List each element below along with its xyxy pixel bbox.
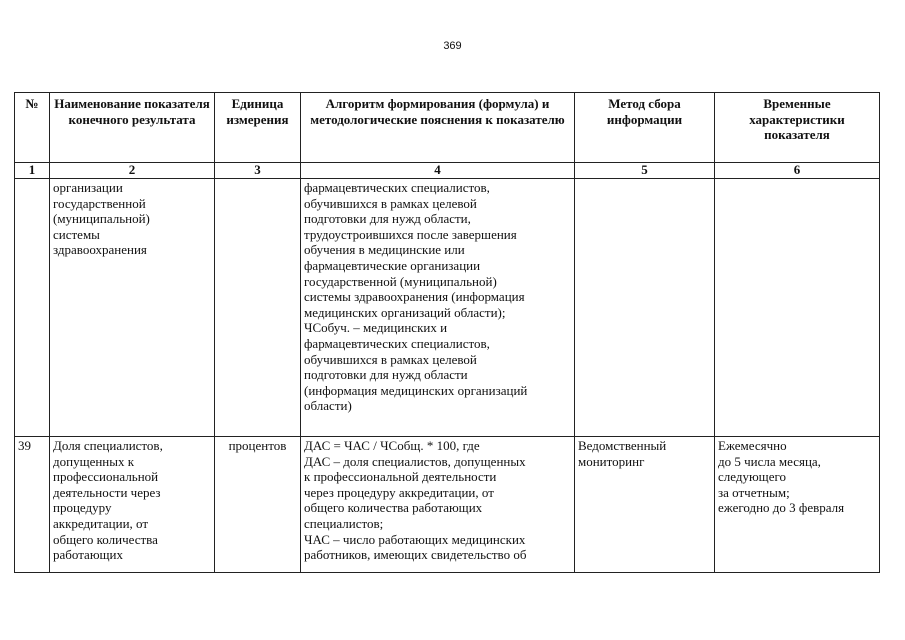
page-number: 369	[443, 40, 462, 52]
algorithm-cell: фармацевтических специалистов, обучившихся в рамках целевой подготовки для нужд области, трудоустроившихся после завершения обучения в медицинские или фармацевтические организации государственной (муниципальной) системы здравоохранения (информация медицинских организаций области); ЧСобуч. – медицинских и фармацевтических специалистов, обучившихся в рамках целевой подготовки для нужд области (информация медицинских организаций области)	[301, 179, 575, 437]
header-unit: Единица измерения	[215, 93, 301, 163]
table-row	[15, 179, 880, 437]
indicators-table	[14, 92, 880, 573]
indicator-name-cell: организации государственной (муниципальной) системы здравоохранения	[50, 179, 215, 437]
table-row	[15, 437, 880, 573]
column-number-1: 1	[15, 163, 50, 179]
column-number-3: 3	[215, 163, 301, 179]
row-number: 39	[15, 437, 50, 573]
unit-cell	[215, 179, 301, 437]
column-number-2: 2	[50, 163, 215, 179]
header-collection-method: Метод сбора информации	[575, 93, 715, 163]
header-indicator-name: Наименование показателя конечного результата	[50, 93, 215, 163]
header-time-characteristics: Временные характеристики показателя	[715, 93, 880, 163]
column-number-5: 5	[575, 163, 715, 179]
column-number-4: 4	[301, 163, 575, 179]
timing-cell: Ежемесячно до 5 числа месяца, следующего за отчетным; ежегодно до 3 февраля	[715, 437, 880, 573]
column-number-6: 6	[715, 163, 880, 179]
header-number: №	[15, 93, 50, 163]
unit-cell: процентов	[215, 437, 301, 573]
indicator-name-cell: Доля специалистов, допущенных к профессиональной деятельности через процедуру аккредитации, от общего количества работающих	[50, 437, 215, 573]
column-number-row	[15, 163, 880, 179]
algorithm-cell: ДАС = ЧАС / ЧСобщ. * 100, где ДАС – доля специалистов, допущенных к профессиональной деятельности через процедуру аккредитации, от общего количества работающих специалистов; ЧАС – число работающих медицинских работников, имеющих свидетельство об	[301, 437, 575, 573]
row-number	[15, 179, 50, 437]
method-cell: Ведомственный мониторинг	[575, 437, 715, 573]
header-algorithm: Алгоритм формирования (формула) и методологические пояснения к показателю	[301, 93, 575, 163]
table-header-row	[15, 93, 880, 163]
method-cell	[575, 179, 715, 437]
timing-cell	[715, 179, 880, 437]
